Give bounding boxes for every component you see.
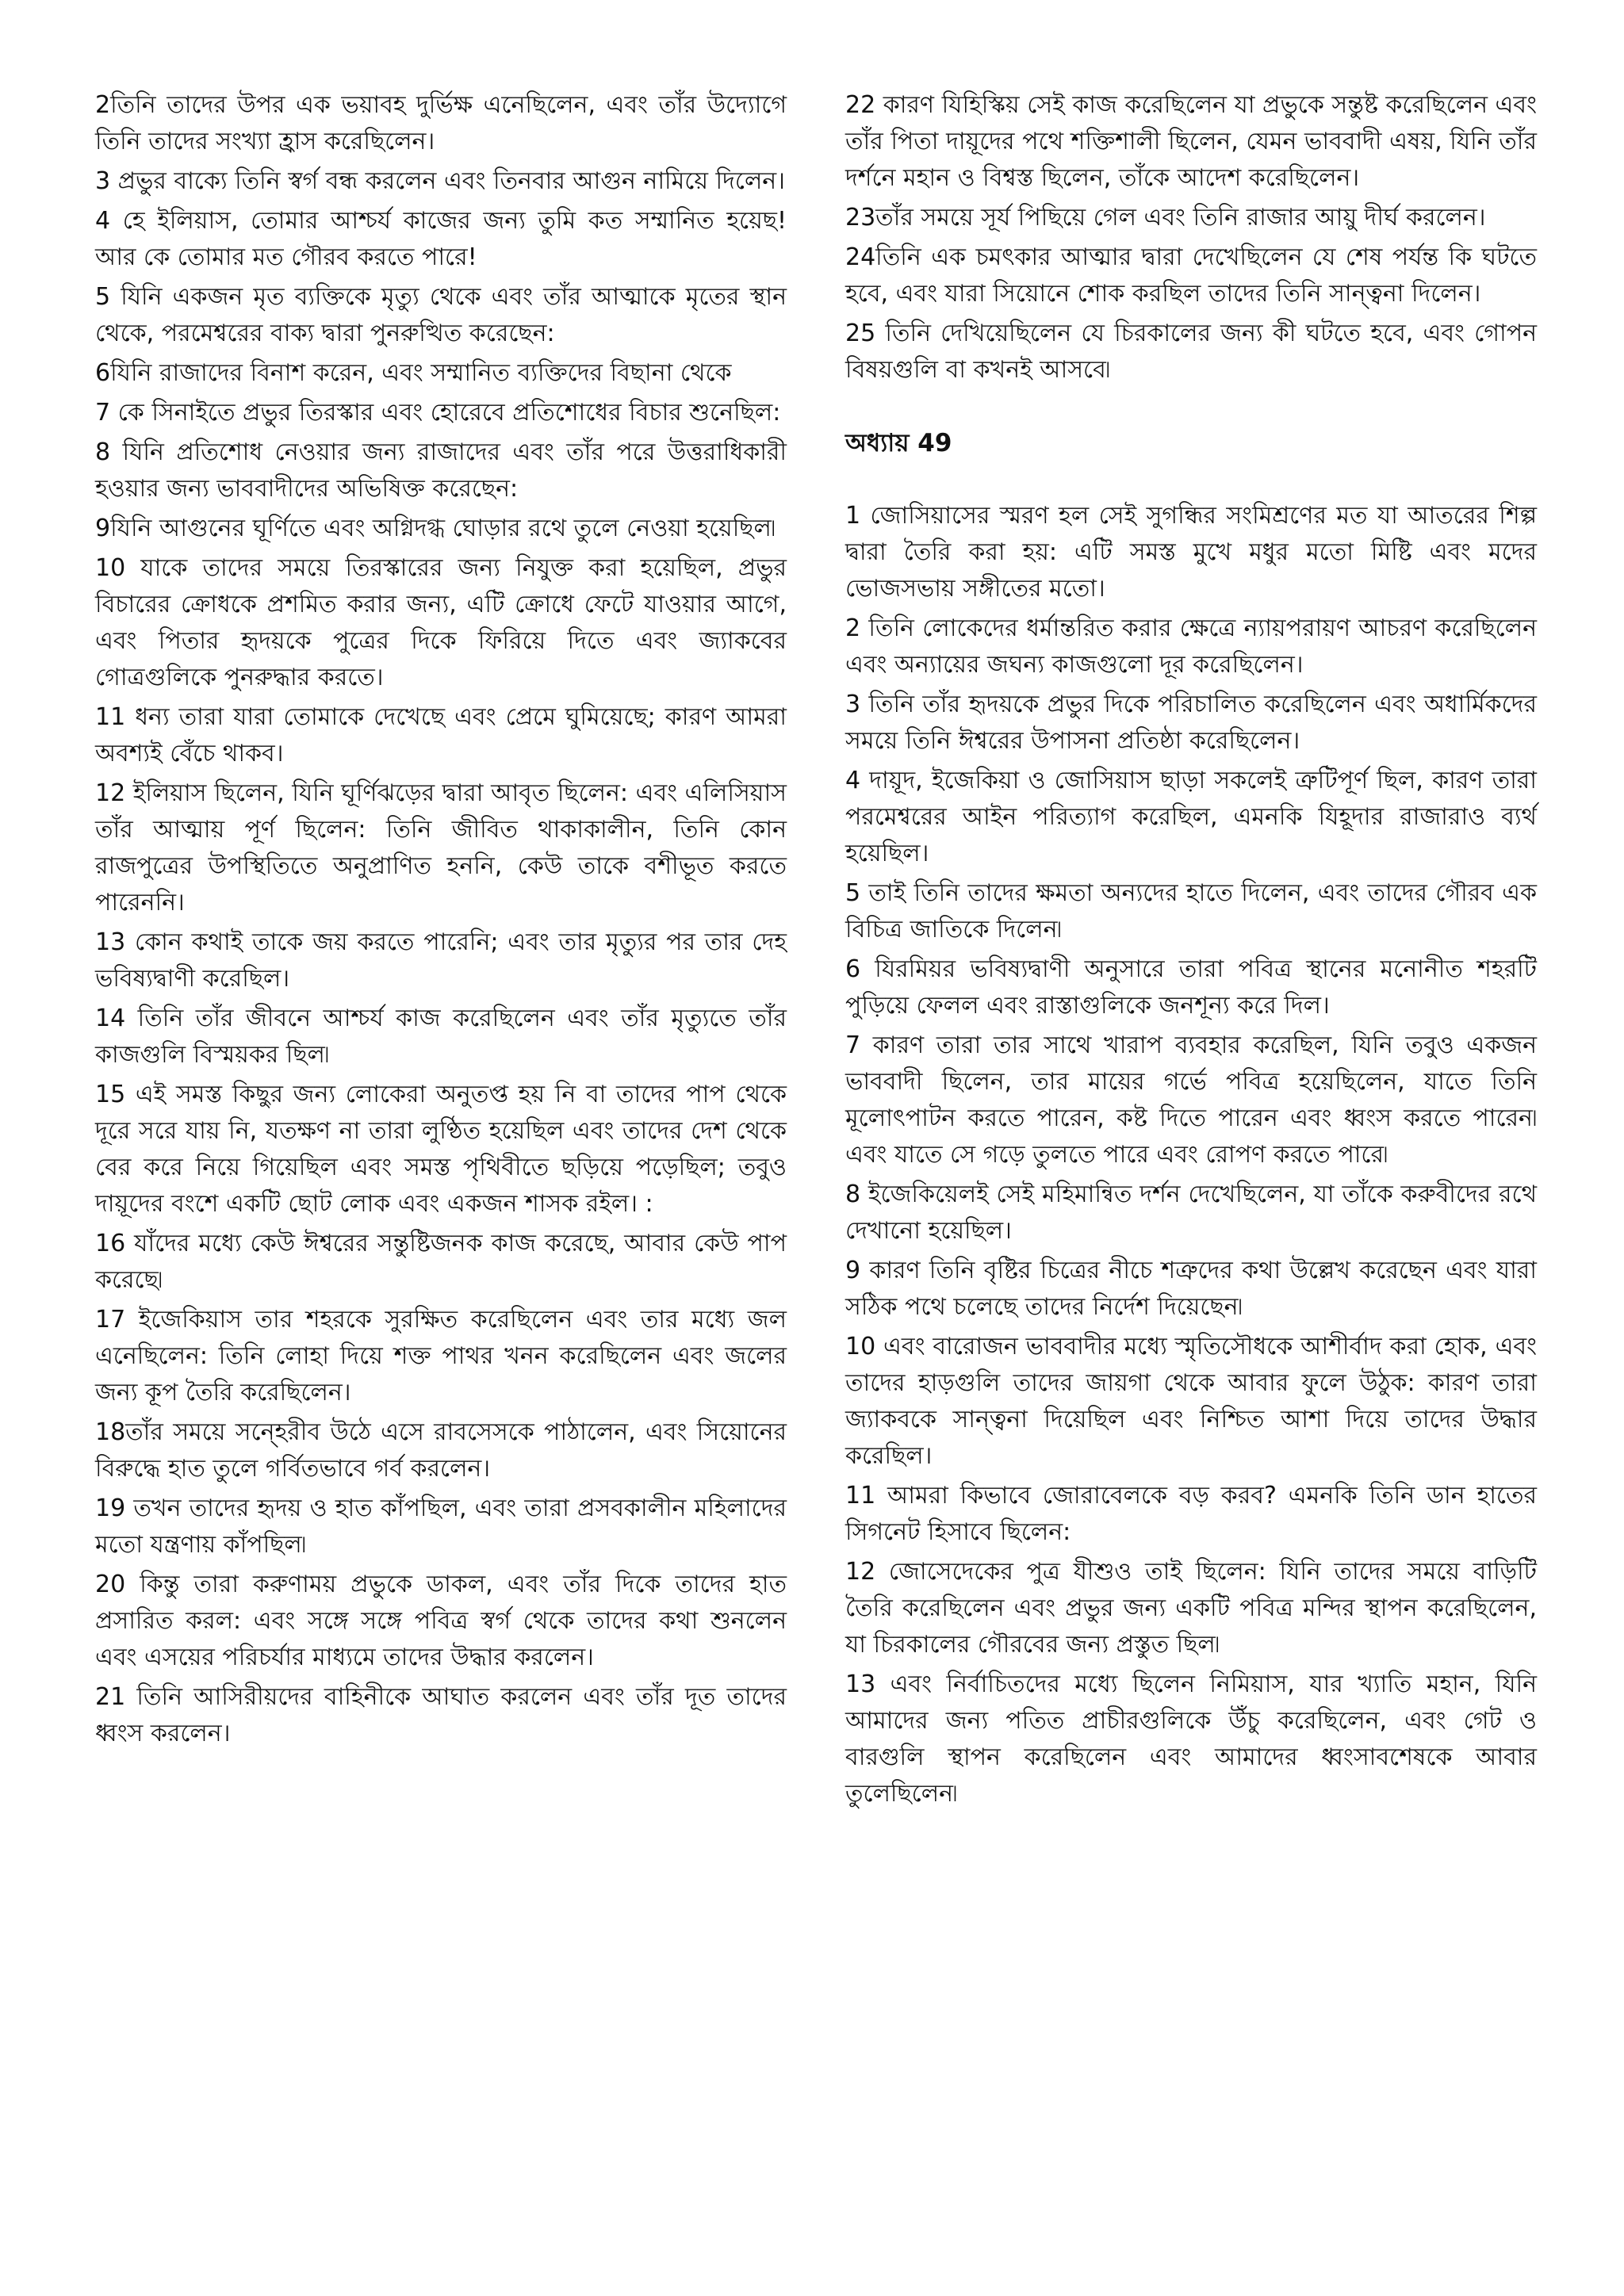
verse: 2 তিনি লোকেদের ধর্মান্তরিত করার ক্ষেত্রে ন্যায়পরায়ণ আচরণ করেছিলেন এবং অন্যায়ের জঘন্য কাজগুলো দূর করেছিলেন।: [845, 614, 1537, 679]
verse: 17 ইজেকিয়াস তার শহরকে সুরক্ষিত করেছিলেন এবং তার মধ্যে জল এনেছিলেন: তিনি লোহা দিয়ে শক্ত পাথর খনন করেছিলেন এবং জলের জন্য কূপ তৈরি করেছিলেন।: [95, 1306, 787, 1406]
verse: 20 কিন্তু তারা করুণাময় প্রভুকে ডাকল, এবং তাঁর দিকে তাদের হাত প্রসারিত করল: এবং সঙ্গে সঙ্গে পবিত্র স্বর্গ থেকে তাদের কথা শুনলেন এবং এসয়ের পরিচর্যার মাধ্যমে তাদের উদ্ধার করলেন।: [95, 1571, 787, 1671]
verse: 2তিনি তাদের উপর এক ভয়াবহ দুর্ভিক্ষ এনেছিলেন, এবং তাঁর উদ্যোগে তিনি তাদের সংখ্যা হ্রাস করেছিলেন।: [95, 91, 787, 155]
verse: 22 কারণ যিহিস্কিয় সেই কাজ করেছিলেন যা প্রভুকে সন্তুষ্ট করেছিলেন এবং তাঁর পিতা দায়ূদের পথে শক্তিশালী ছিলেন, যেমন ভাববাদী এষয়, যিনি তাঁর দর্শনে মহান ও বিশ্বস্ত ছিলেন, তাঁকে আদেশ করেছিলেন।: [845, 91, 1537, 192]
verse: 11 আমরা কিভাবে জোরাবেলকে বড় করব? এমনকি তিনি ডান হাতের সিগনেট হিসাবে ছিলেন:: [845, 1482, 1537, 1546]
verse: 5 তাই তিনি তাদের ক্ষমতা অন্যদের হাতে দিলেন, এবং তাদের গৌরব এক বিচিত্র জাতিকে দিলেন৷: [845, 879, 1537, 943]
verse: 3 তিনি তাঁর হৃদয়কে প্রভুর দিকে পরিচালিত করেছিলেন এবং অধার্মিকদের সময়ে তিনি ঈশ্বরের উপাসনা প্রতিষ্ঠা করেছিলেন।: [845, 691, 1537, 755]
verse: 14 তিনি তাঁর জীবনে আশ্চর্য কাজ করেছিলেন এবং তাঁর মৃত্যুতে তাঁর কাজগুলি বিস্ময়কর ছিল৷: [95, 1004, 787, 1069]
right-column: [845, 87, 1537, 1816]
verse: 15 এই সমস্ত কিছুর জন্য লোকেরা অনুতপ্ত হয় নি বা তাদের পাপ থেকে দূরে সরে যায় নি, যতক্ষণ না তারা লুণ্ঠিত হয়েছিল এবং তাদের দেশ থেকে বের করে নিয়ে গিয়েছিল এবং সমস্ত পৃথিবীতে ছড়িয়ে পড়েছিল; তবুও দায়ূদের বংশে একটি ছোট লোক এবং একজন শাসক রইল। :: [95, 1081, 787, 1218]
verse: 16 যাঁদের মধ্যে কেউ ঈশ্বরের সন্তুষ্টিজনক কাজ করেছে, আবার কেউ পাপ করেছে৷: [95, 1230, 787, 1294]
verse: 4 হে ইলিয়াস, তোমার আশ্চর্য কাজের জন্য তুমি কত সম্মানিত হয়েছ! আর কে তোমার মত গৌরব করতে পারে!: [95, 207, 787, 271]
verse: 13 এবং নির্বাচিতদের মধ্যে ছিলেন নিমিয়াস, যার খ্যাতি মহান, যিনি আমাদের জন্য পতিত প্রাচীরগুলিকে উঁচু করেছিলেন, এবং গেট ও বারগুলি স্থাপন করেছিলেন এবং আমাদের ধ্বংসাবশেষকে আবার তুলেছিলেন৷: [845, 1670, 1537, 1808]
verse: 12 ইলিয়াস ছিলেন, যিনি ঘূর্ণিঝড়ের দ্বারা আবৃত ছিলেন: এবং এলিসিয়াস তাঁর আত্মায় পূর্ণ ছিলেন: তিনি জীবিত থাকাকালীন, তিনি কোন রাজপুত্রের উপস্থিতিতে অনুপ্রাণিত হননি, কেউ তাকে বশীভূত করতে পারেননি।: [95, 779, 787, 916]
verse: 18তাঁর সময়ে সন্হেরীব উঠে এসে রাবসেসকে পাঠালেন, এবং সিয়োনের বিরুদ্ধে হাত তুলে গর্বিতভাবে গর্ব করলেন।: [95, 1418, 787, 1483]
verse: 6 যিরমিয়র ভবিষ্যদ্বাণী অনুসারে তারা পবিত্র স্থানের মনোনীত শহরটি পুড়িয়ে ফেলল এবং রাস্তাগুলিকে জনশূন্য করে দিল।: [845, 955, 1537, 1020]
verse: 23তাঁর সময়ে সূর্য পিছিয়ে গেল এবং তিনি রাজার আয়ু দীর্ঘ করলেন।: [845, 204, 1486, 232]
chapter-heading: অধ্যায় 49: [845, 429, 952, 457]
verse: 9যিনি আগুনের ঘূর্ণিতে এবং অগ্নিদগ্ধ ঘোড়ার রথে তুলে নেওয়া হয়েছিল৷: [95, 515, 776, 542]
verse: 7 কারণ তারা তার সাথে খারাপ ব্যবহার করেছিল, যিনি তবুও একজন ভাববাদী ছিলেন, তার মায়ের গর্ভে পবিত্র হয়েছিলেন, যাতে তিনি মূলোৎপাটন করতে পারেন, কষ্ট দিতে পারেন এবং ধ্বংস করতে পারেন৷ এবং যাতে সে গড়ে তুলতে পারে এবং রোপণ করতে পারে৷: [845, 1031, 1537, 1169]
verse: 13 কোন কথাই তাকে জয় করতে পারেনি; এবং তার মৃত্যুর পর তার দেহ ভবিষ্যদ্বাণী করেছিল।: [95, 928, 787, 993]
verse: 19 তখন তাদের হৃদয় ও হাত কাঁপছিল, এবং তারা প্রসবকালীন মহিলাদের মতো যন্ত্রণায় কাঁপছিল৷: [95, 1494, 787, 1559]
verse: 21 তিনি আসিরীয়দের বাহিনীকে আঘাত করলেন এবং তাঁর দূত তাদের ধ্বংস করলেন।: [95, 1683, 787, 1747]
verse: 24তিনি এক চমৎকার আত্মার দ্বারা দেখেছিলেন যে শেষ পর্যন্ত কি ঘটতে হবে, এবং যারা সিয়োনে শোক করছিল তাদের তিনি সান্ত্বনা দিলেন।: [845, 243, 1537, 308]
verse: 12 জোসেদেকের পুত্র যীশুও তাই ছিলেন: যিনি তাদের সময়ে বাড়িটি তৈরি করেছিলেন এবং প্রভুর জন্য একটি পবিত্র মন্দির স্থাপন করেছিলেন, যা চিরকালের গৌরবের জন্য প্রস্তুত ছিল৷: [845, 1558, 1537, 1659]
verse: 1 জোসিয়াসের স্মরণ হল সেই সুগন্ধির সংমিশ্রণের মত যা আতরের শিল্প দ্বারা তৈরি করা হয়: এটি সমস্ত মুখে মধুর মতো মিষ্টি এবং মদের ভোজসভায় সঙ্গীতের মতো।: [845, 502, 1537, 603]
verse: 4 দায়ূদ, ইজেকিয়া ও জোসিয়াস ছাড়া সকলেই ত্রুটিপূর্ণ ছিল, কারণ তারা পরমেশ্বরের আইন পরিত্যাগ করেছিল, এমনকি যিহূদার রাজারাও ব্যর্থ হয়েছিল।: [845, 767, 1537, 867]
verse: 25 তিনি দেখিয়েছিলেন যে চিরকালের জন্য কী ঘটতে হবে, এবং গোপন বিষয়গুলি বা কখনই আসবে৷: [845, 320, 1537, 384]
verse: 8 যিনি প্রতিশোধ নেওয়ার জন্য রাজাদের এবং তাঁর পরে উত্তরাধিকারী হওয়ার জন্য ভাববাদীদের অভিষিক্ত করেছেন:: [95, 438, 787, 503]
verse: 7 কে সিনাইতে প্রভুর তিরস্কার এবং হোরেবে প্রতিশোধের বিচার শুনেছিল:: [95, 399, 781, 427]
verse: 10 যাকে তাদের সময়ে তিরস্কারের জন্য নিযুক্ত করা হয়েছিল, প্রভুর বিচারের ক্রোধকে প্রশমিত করার জন্য, এটি ক্রোধে ফেটে যাওয়ার আগে, এবং পিতার হৃদয়কে পুত্রের দিকে ফিরিয়ে দিতে এবং জ্যাকবের গোত্রগুলিকে পুনরুদ্ধার করতে।: [95, 554, 787, 691]
left-column: [95, 87, 787, 1755]
verse: 6যিনি রাজাদের বিনাশ করেন, এবং সম্মানিত ব্যক্তিদের বিছানা থেকে: [95, 359, 732, 387]
verse: 8 ইজেকিয়েলই সেই মহিমান্বিত দর্শন দেখেছিলেন, যা তাঁকে করুবীদের রথে দেখানো হয়েছিল।: [845, 1181, 1537, 1245]
verse: 5 যিনি একজন মৃত ব্যক্তিকে মৃত্যু থেকে এবং তাঁর আত্মাকে মৃতের স্থান থেকে, পরমেশ্বরের বাক্য দ্বারা পুনরুত্থিত করেছেন:: [95, 283, 787, 347]
verse: 10 এবং বারোজন ভাববাদীর মধ্যে স্মৃতিসৌধকে আশীর্বাদ করা হোক, এবং তাদের হাড়গুলি তাদের জায়গা থেকে আবার ফুলে উঠুক: কারণ তারা জ্যাকবকে সান্ত্বনা দিয়েছিল এবং নিশ্চিত আশা দিয়ে তাদের উদ্ধার করেছিল।: [845, 1333, 1537, 1470]
verse: 3 প্রভুর বাক্যে তিনি স্বর্গ বন্ধ করলেন এবং তিনবার আগুন নামিয়ে দিলেন।: [95, 167, 785, 195]
verse: 9 কারণ তিনি বৃষ্টির চিত্রের নীচে শত্রুদের কথা উল্লেখ করেছেন এবং যারা সঠিক পথে চলেছে তাদের নির্দেশ দিয়েছেন৷: [845, 1257, 1537, 1321]
verse: 11 ধন্য তারা যারা তোমাকে দেখেছে এবং প্রেমে ঘুমিয়েছে; কারণ আমরা অবশ্যই বেঁচে থাকব।: [95, 703, 787, 767]
